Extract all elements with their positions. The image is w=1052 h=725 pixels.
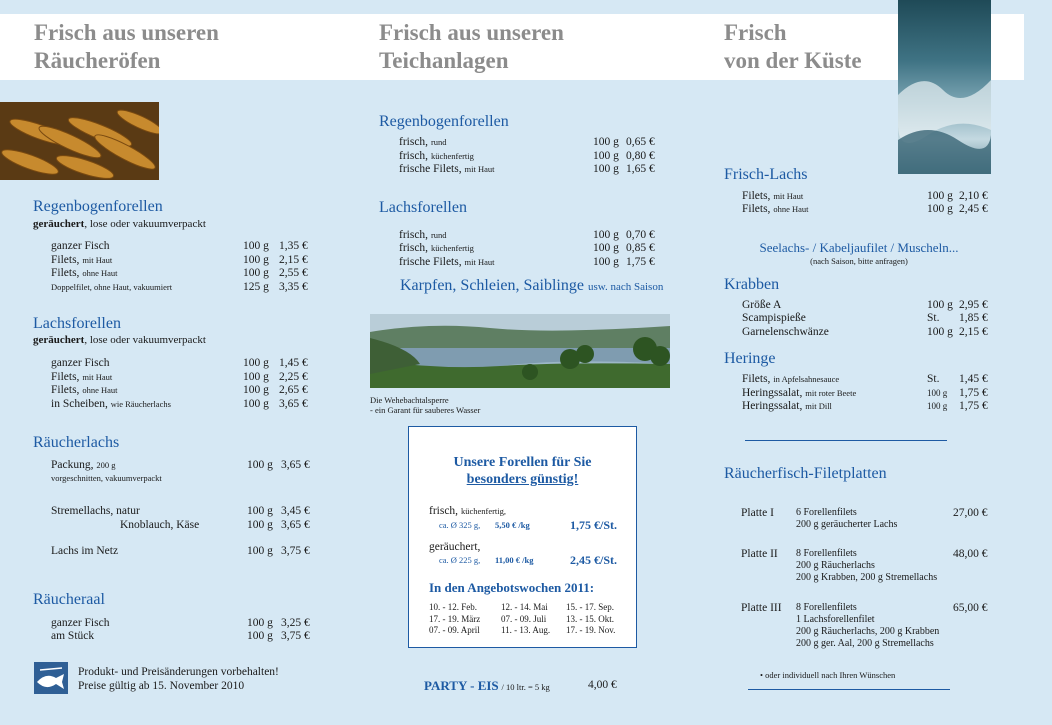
section-title-lachsforellen-frisch: Lachsforellen bbox=[379, 199, 467, 216]
offer-weeks-title: In den Angebotswochen 2011: bbox=[429, 580, 595, 595]
wave-photo bbox=[898, 0, 991, 174]
offer-title: Unsere Forellen für Sie besonders günstig! bbox=[453, 455, 592, 487]
header-raeucheroefen: Frisch aus unseren Räucheröfen bbox=[34, 20, 219, 73]
photo-caption: Die Wehebachtalsperre - ein Garant für sauberes Wasser bbox=[370, 395, 481, 415]
section-title-krabben: Krabben bbox=[724, 276, 780, 293]
section-title-regenbogen-frisch: Regenbogenforellen bbox=[379, 113, 509, 130]
smoked-fish-photo bbox=[0, 102, 159, 180]
platter-note: • oder individuell nach Ihren Wünschen bbox=[760, 670, 896, 680]
section-title-filetplatten: Räucherfisch-Filetplatten bbox=[724, 465, 887, 482]
section-title-heringe: Heringe bbox=[724, 350, 776, 367]
seelachs-title: Seelachs- / Kabeljaufilet / Muscheln... bbox=[759, 240, 959, 255]
seelachs-note: (nach Saison, bitte anfragen) bbox=[810, 256, 908, 266]
footer-note: Produkt- und Preisänderungen vorbehalten! Preise gültig ab 15. November 2010 bbox=[78, 666, 279, 692]
divider bbox=[748, 689, 950, 690]
section-title-karpfen: Karpfen, Schleien, Saiblinge usw. nach Saison bbox=[400, 277, 664, 294]
section-title-lachsforellen-geraeuchert: Lachsforellen bbox=[33, 315, 121, 332]
section-title-regenbogen-geraeuchert: Regenbogenforellen bbox=[33, 198, 163, 215]
fish-logo-icon bbox=[34, 662, 68, 694]
header-kueste: Frisch von der Küste bbox=[724, 20, 862, 73]
lake-photo bbox=[370, 314, 670, 388]
offer-dates: 10. - 12. Feb. 12. - 14. Mai 15. - 17. Sep. 17. - 19. März 07. - 09. Juli 13. - 15. Okt. 07. - 09. April 11. - 13. Aug. 17. - 19. Nov. bbox=[429, 602, 616, 635]
offer-geraeuchert: geräuchert, bbox=[429, 541, 481, 553]
section-title-frisch-lachs: Frisch-Lachs bbox=[724, 166, 808, 183]
divider bbox=[745, 440, 947, 441]
party-eis: PARTY - EIS / 10 ltr. = 5 kg 4,00 € bbox=[424, 678, 617, 693]
header-teichanlagen: Frisch aus unseren Teichanlagen bbox=[379, 20, 564, 73]
section-subtitle: geräuchert, lose oder vakuumverpackt bbox=[33, 334, 206, 346]
offer-frisch: frisch, küchenfertig, bbox=[429, 505, 507, 517]
section-title-raeucheraal: Räucheraal bbox=[33, 591, 105, 608]
section-subtitle: geräuchert, lose oder vakuumverpackt bbox=[33, 218, 206, 230]
price-row-note: vorgeschnitten, vakuumverpackt bbox=[51, 473, 162, 483]
section-title-raeucherlachs: Räucherlachs bbox=[33, 434, 120, 451]
